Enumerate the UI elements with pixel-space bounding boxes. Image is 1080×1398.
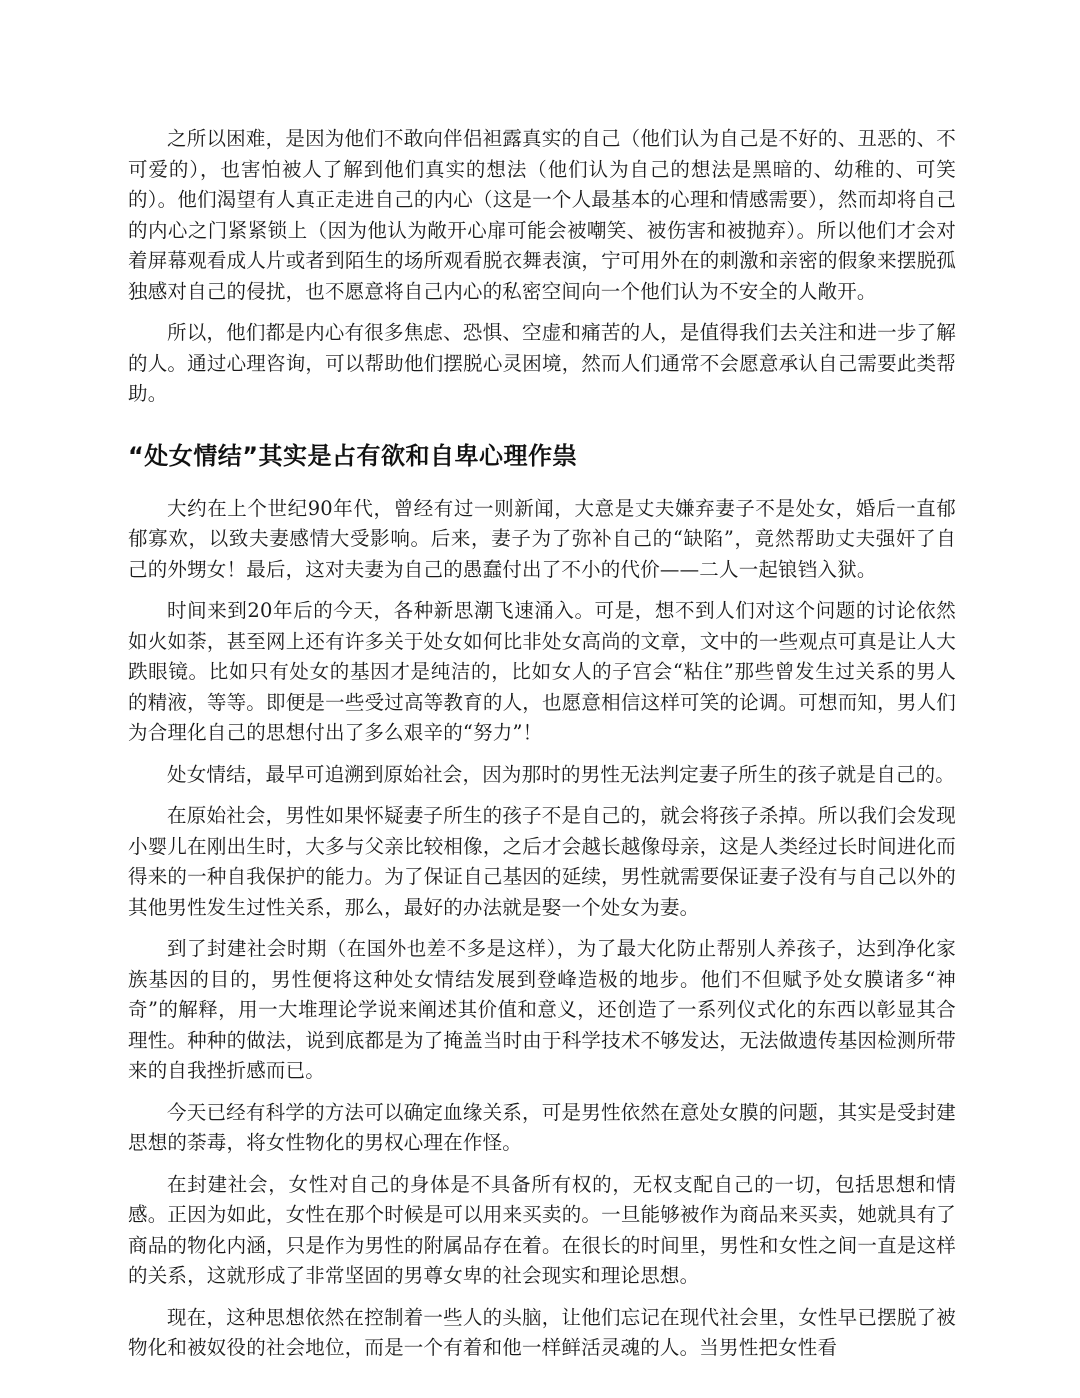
section-paragraph-4: 在原始社会，男性如果怀疑妻子所生的孩子不是自己的，就会将孩子杀掉。所以我们会发现小婴儿在刚出生时，大多与父亲比较相像，之后才会越长越像母亲，这是人类经过长时间进化而得来的一种自我保护的能力。为了保证自己基因的延续，男性就需要保证妻子没有与自己以外的其他男性发生过性关系，那么，最好的办法就是娶一个处女为妻。 [128,804,956,919]
section-paragraph-5: 到了封建社会时期（在国外也差不多是这样），为了最大化防止帮别人养孩子，达到净化家族基因的目的，男性便将这种处女情结发展到登峰造极的地步。他们不但赋予处女膜诸多“神奇”的解释，用一大堆理论学说来阐述其价值和意义，还创造了一系列仪式化的东西以彰显其合理性。种种的做法，说到底都是为了掩盖当时由于科学技术不够发达，无法做遗传基因检测所带来的自我挫折感而已。 [128,937,956,1082]
section-paragraph-1: 大约在上个世纪90年代，曾经有过一则新闻，大意是丈夫嫌弃妻子不是处女，婚后一直郁郁寡欢，以致夫妻感情大受影响。后来，妻子为了弥补自己的“缺陷”，竟然帮助丈夫强奸了自己的外甥女！最后，这对夫妻为自己的愚蠢付出了不小的代价——二人一起锒铛入狱。 [128,496,956,581]
section-paragraph-3: 处女情结，最早可追溯到原始社会，因为那时的男性无法判定妻子所生的孩子就是自己的。 [167,762,956,786]
intro-paragraph-2: 所以，他们都是内心有很多焦虑、恐惧、空虚和痛苦的人，是值得我们去关注和进一步了解的人。通过心理咨询，可以帮助他们摆脱心灵困境，然而人们通常不会愿意承认自己需要此类帮助。 [128,321,956,405]
section-paragraph-8: 现在，这种思想依然在控制着一些人的头脑，让他们忘记在现代社会里，女性早已摆脱了被物化和被奴役的社会地位，而是一个有着和他一样鲜活灵魂的人。当男性把女性看 [128,1305,956,1359]
section-paragraph-6: 今天已经有科学的方法可以确定血缘关系，可是男性依然在意处女膜的问题，其实是受封建思想的荼毒，将女性物化的男权心理在作怪。 [128,1100,956,1154]
section-paragraph-7: 在封建社会，女性对自己的身体是不具备所有权的，无权支配自己的一切，包括思想和情感。正因为如此，女性在那个时候是可以用来买卖的。一旦能够被作为商品来买卖，她就具有了商品的物化内涵，只是作为男性的附属品存在着。在很长的时间里，男性和女性之间一直是这样的关系，这就形成了非常坚固的男尊女卑的社会现实和理论思想。 [128,1172,956,1287]
intro-paragraph-1: 之所以困难，是因为他们不敢向伴侣袒露真实的自己（他们认为自己是不好的、丑恶的、不可爱的），也害怕被人了解到他们真实的想法（他们认为自己的想法是黑暗的、幼稚的、可笑的）。他们渴望有人真正走进自己的内心（这是一个人最基本的心理和情感需要），然而却将自己的内心之门紧紧锁上（因为他认为敞开心扉可能会被嘲笑、被伤害和被抛弃）。所以他们才会对着屏幕观看成人片或者到陌生的场所观看脱衣舞表演，宁可用外在的刺激和亲密的假象来摆脱孤独感对自己的侵扰，也不愿意将自己内心的私密空间向一个他们认为不安全的人敞开。 [128,127,956,303]
section-heading: “处女情结”其实是占有欲和自卑心理作祟 [128,441,578,470]
document-page [128,124,956,1375]
section-paragraph-2: 时间来到20年后的今天，各种新思潮飞速涌入。可是，想不到人们对这个问题的讨论依然如火如荼，甚至网上还有许多关于处女如何比非处女高尚的文章，文中的一些观点可真是让人大跌眼镜。比如只有处女的基因才是纯洁的，比如女人的子宫会“粘住”那些曾发生过关系的男人的精液，等等。即便是一些受过高等教育的人，也愿意相信这样可笑的论调。可想而知，男人们为合理化自己的思想付出了多么艰辛的“努力”！ [128,599,956,744]
